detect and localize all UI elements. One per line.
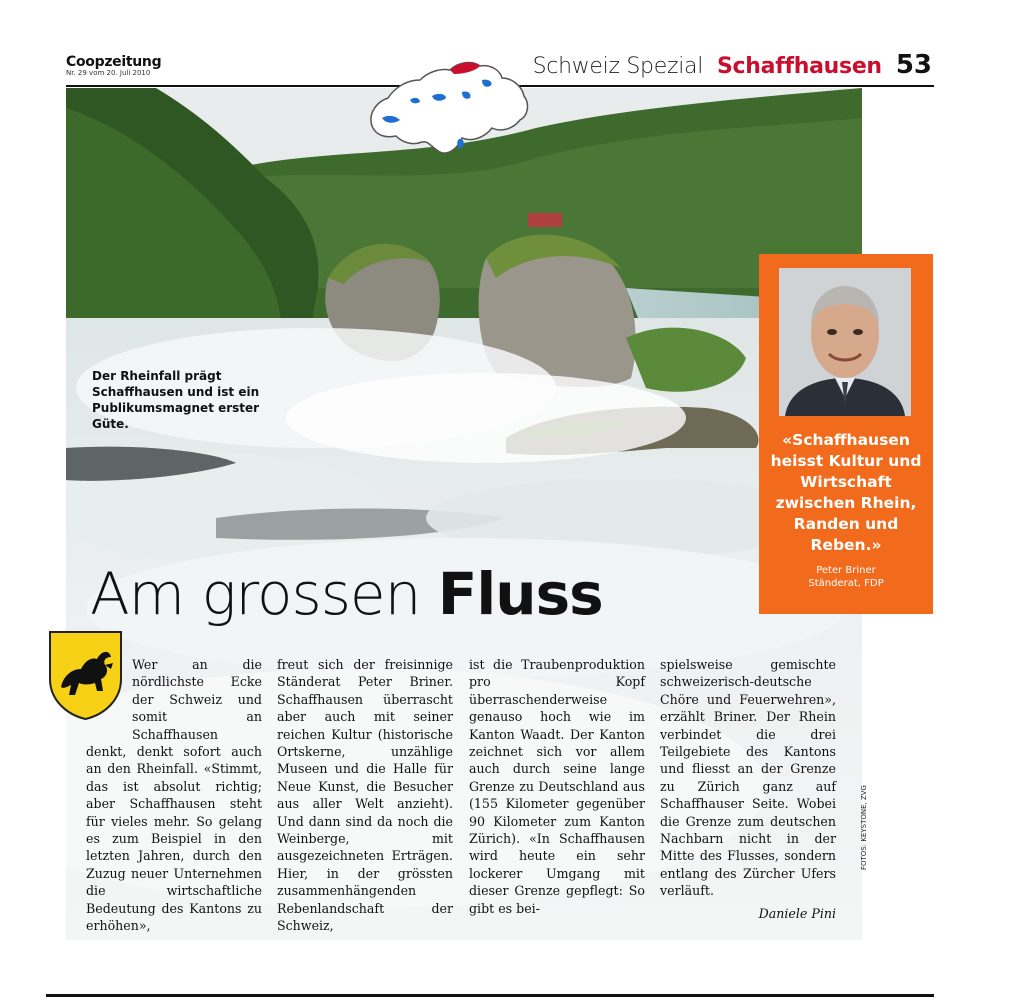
quote-box: [759, 254, 933, 614]
article-column-4: spielsweise gemischte schweizerisch-deutsche Chöre und Feuerwehren», erzählt Briner. Der Rhein verbindet die drei Teilgebiete des Kantons und fliesst an der Grenze zu Zürich ganz auf Schaffhauser Seite. Wobei die Grenze zum deutschen Nachbarn nicht in der Mitte des Flusses, sondern entlang des Zürcher Ufers verläuft.: [660, 657, 836, 899]
newspaper-name: Coopzeitung: [66, 54, 162, 70]
article-column-2: freut sich der freisinnige Ständerat Peter Briner. Schaffhausen überrascht aber auch mit seiner reichen Kultur (historische Ortskerne, unzählige Museen und die Halle für Neue Kunst, die Besucher aus aller Welt anzieht). Und dann sind da noch die Weinberge, mit ausgezeichneten Erträgen. Hier, in der grössten zusammenhängenden Rebenlandschaft der Schweiz,: [277, 657, 453, 934]
quote-author-role: Ständerat, FDP: [808, 578, 884, 589]
subsection-title: Schaffhausen: [717, 54, 882, 79]
quote-text: «Schaffhausen heisst Kultur und Wirtschaft zwischen Rhein, Randen und Reben.»: [770, 431, 922, 554]
issue-info: Nr. 29 vom 20. Juli 2010: [66, 69, 151, 77]
quote-author-name: Peter Briner: [816, 565, 876, 576]
photo-credit: FOTOS: KEYSTONE, ZVG: [860, 785, 868, 870]
article-column-1: [86, 656, 262, 935]
headline-bold: Fluss: [437, 560, 603, 628]
photo-caption: Der Rheinfall prägt Schaffhausen und ist ein Publikumsmagnet erster Güte.: [92, 369, 260, 431]
article-author: Daniele Pini: [758, 906, 836, 921]
portrait-photo: [779, 268, 911, 416]
page-number: 53: [895, 50, 932, 80]
article-column-3: ist die Traubenproduktion pro Kopf überraschenderweise genauso hoch wie im Kanton Waadt. Der Kanton zeichnet sich vor allem auch durch seine lange Grenze zu Deutschland aus (155 Kilometer gegenüber 90 Kilometer zum Kanton Zürich). «In Schaffhausen wird heute ein sehr lockerer Umgang mit dieser Grenze gepflegt: So gibt es bei-: [469, 657, 645, 916]
column-1-text: Wer an die nördlichste Ecke der Schweiz und somit an Schaffhausen denkt, denkt sofort auch an den Rheinfall. «Stimmt, das ist absolut richtig; aber Schaffhausen steht für vieles mehr. So gelang es zum Beispiel in den letzten Jahren, durch den Zuzug neuer Unternehmen die wirtschaftliche Bedeutung des Kantons zu erhöhen»,: [86, 657, 262, 934]
page-header: [533, 50, 932, 80]
article-headline: [90, 560, 603, 628]
masthead: [66, 54, 161, 77]
footer-rule: [46, 994, 934, 997]
quote-attribution: [763, 564, 929, 590]
headline-light: Am grossen: [90, 560, 421, 628]
section-title: Schweiz Spezial: [532, 54, 704, 79]
switzerland-map-icon: [362, 56, 534, 168]
